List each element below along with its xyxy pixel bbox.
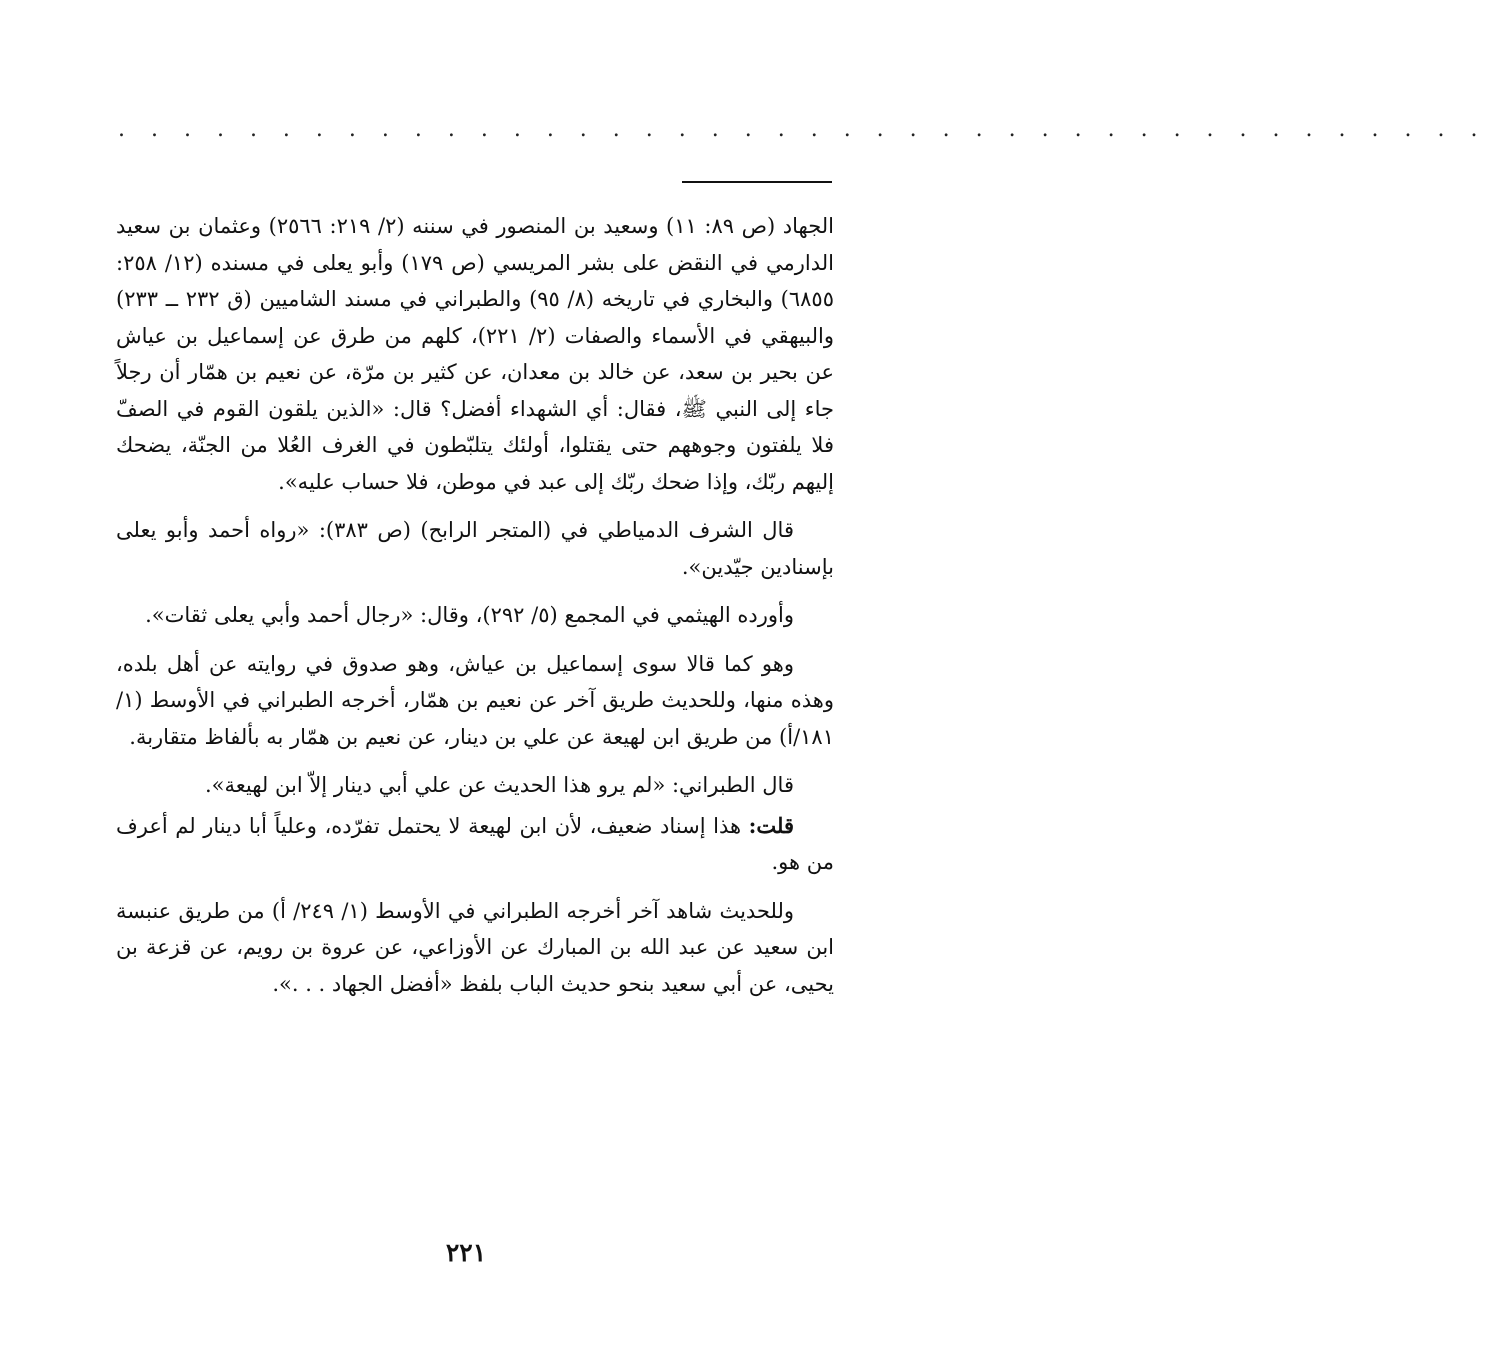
paragraph: وهو كما قالا سوى إسماعيل بن عياش، وهو صدوق في روايته عن أهل بلده، وهذه منها، وللحديث طريق آخر عن نعيم بن همّار، أخرجه الطبراني في الأوسط (١/ ١٨١/أ) من طريق ابن لهيعة عن علي بن دينار، عن نعيم بن همّار به بألفاظ متقاربة. bbox=[116, 651, 834, 749]
note-text: هذا إسناد ضعيف، لأن ابن لهيعة لا يحتمل تفرّده، وعلياً أبا دينار لم أعرف من هو. bbox=[116, 813, 834, 874]
footnote-rule bbox=[682, 181, 832, 183]
paragraph bbox=[116, 808, 834, 881]
note-lead: قلت: bbox=[748, 812, 794, 838]
paragraph: وللحديث شاهد آخر أخرجه الطبراني في الأوسط (١/ ٢٤٩/ أ) من طريق عنبسة ابن سعيد عن عبد الله بن المبارك عن الأوزاعي، عن عروة بن رويم، عن قزعة بن يحيى، عن أبي سعيد بنحو حديث الباب بلفظ «أفضل الجهاد . . .». bbox=[116, 898, 834, 996]
paragraph: قال الشرف الدمياطي في (المتجر الرابح) (ص ٣٨٣): «رواه أحمد وأبو يعلى بإسنادين جيّدين». bbox=[116, 518, 834, 579]
paragraph: وأورده الهيثمي في المجمع (٥/ ٢٩٢)، وقال: «رجال أحمد وأبي يعلى ثقات». bbox=[145, 603, 794, 627]
paragraph: الجهاد (ص ٨٩: ١١) وسعيد بن المنصور في سننه (٢/ ٢١٩: ٢٥٦٦) وعثمان بن سعيد الدارمي في النقض على بشر المريسي (ص ١٧٩) وأبو يعلى في مسنده (١٢/ ٢٥٨: ٦٨٥٥) والبخاري في تاريخه (٨/ ٩٥) والطبراني في مسند الشاميين (ق ٢٣٢ ــ ٢٣٣) والبيهقي في الأسماء والصفات (٢/ ٢٢١)، كلهم من طرق عن إسماعيل بن عياش عن بحير بن سعد، عن خالد بن معدان، عن كثير بن مرّة، عن نعيم بن همّار أن رجلاً جاء إلى النبي ﷺ، فقال: أي الشهداء أفضل؟ قال: «الذين يلقون القوم في الصفّ فلا يلفتون وجوههم حتى يقتلوا، أولئك يتلبّطون في الغرف العُلا من الجنّة، يضحك إليهم ربّك، وإذا ضحك ربّك إلى عبد في موطن، فلا حساب عليه». bbox=[116, 214, 834, 494]
separator-dots: . . . . . . . . . . . . . . . . . . . . . . . . . . . . . . . . . . . . . . . . . . bbox=[118, 117, 1487, 142]
page-number: ٢٢١ bbox=[445, 1238, 487, 1267]
footnote-body bbox=[116, 208, 834, 1014]
paragraph: قال الطبراني: «لم يرو هذا الحديث عن علي أبي دينار إلاّ ابن لهيعة». bbox=[204, 773, 794, 797]
